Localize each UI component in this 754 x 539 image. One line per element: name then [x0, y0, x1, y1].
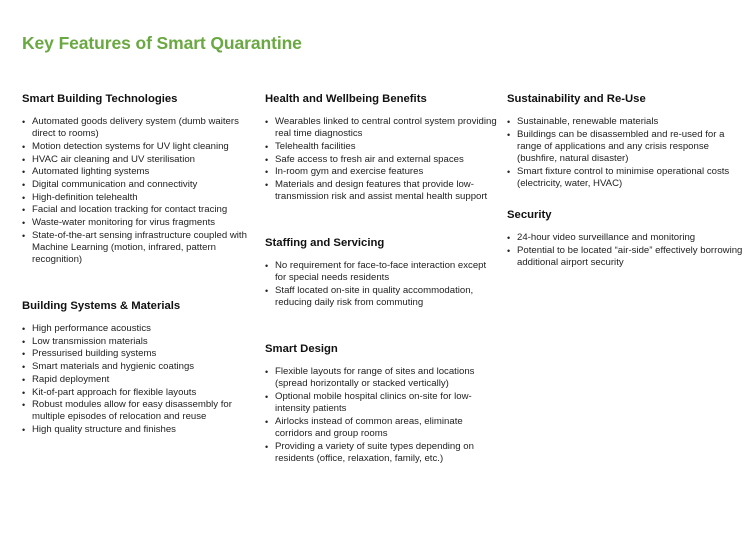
bullet-icon: •	[22, 180, 26, 191]
bullet-icon: •	[22, 425, 26, 436]
feature-list	[265, 260, 497, 309]
section-health-wellbeing	[265, 92, 497, 204]
bullet-icon: •	[22, 230, 26, 241]
list-item: • Telehealth facilities	[265, 140, 356, 152]
section-staffing-servicing	[265, 236, 497, 310]
section-heading: Health and Wellbeing Benefits	[265, 93, 427, 105]
bullet-icon: •	[507, 129, 511, 140]
list-item: • Rapid deployment	[22, 373, 110, 385]
bullet-icon: •	[265, 180, 269, 191]
list-item: • Materials and design features that provide low-transmission risk and assist mental health support	[265, 179, 488, 203]
bullet-icon: •	[507, 233, 511, 243]
list-item: • Wearables linked to central control system providing real time diagnostics	[265, 116, 497, 140]
list-item: • Motion detection systems for UV light cleaning	[22, 140, 229, 152]
list-item: • Staff located on-site in quality accommodation, reducing daily risk from commuting	[265, 284, 474, 309]
list-item: • Digital communication and connectivity	[22, 179, 198, 191]
bullet-icon: •	[22, 400, 26, 411]
list-item: • Automated goods delivery system (dumb waiters direct to rooms)	[22, 116, 239, 140]
feature-list	[265, 366, 497, 465]
bullet-icon: •	[22, 192, 26, 203]
list-item: • State-of-the-art sensing infrastructure coupled with Machine Learning (motion, infrared, pattern recognition)	[22, 229, 247, 266]
bullet-icon: •	[265, 261, 269, 271]
bullet-icon: •	[265, 367, 269, 377]
feature-list	[265, 116, 497, 203]
bullet-icon: •	[22, 154, 26, 165]
bullet-icon: •	[22, 362, 26, 373]
list-item: • High quality structure and finishes	[22, 424, 176, 436]
list-item: • Automated lighting systems	[22, 166, 150, 178]
section-security	[507, 208, 743, 270]
bullet-icon: •	[507, 166, 511, 177]
section-heading: Security	[507, 209, 552, 221]
bullet-icon: •	[265, 441, 269, 452]
list-item: • Robust modules allow for easy disassembly for multiple episodes of relocation and reuse	[22, 399, 232, 423]
list-item: • Smart materials and hygienic coatings	[22, 361, 195, 373]
feature-list	[507, 116, 743, 190]
bullet-icon: •	[22, 336, 26, 347]
list-item: • Kit-of-part approach for flexible layouts	[22, 386, 197, 398]
bullet-icon: •	[507, 117, 511, 127]
list-item: • Low transmission materials	[22, 335, 148, 347]
section-heading: Smart Building Technologies	[22, 93, 178, 105]
list-item: • Flexible layouts for range of sites and locations (spread horizontally or stacked vertically)	[265, 366, 475, 390]
bullet-icon: •	[22, 141, 26, 152]
section-smart-building-technologies	[22, 92, 254, 267]
bullet-icon: •	[22, 167, 26, 178]
bullet-icon: •	[22, 117, 26, 127]
feature-list	[22, 323, 254, 436]
list-item: • Safe access to fresh air and external spaces	[265, 153, 464, 165]
list-item: • Pressurised building systems	[22, 348, 157, 360]
bullet-icon: •	[265, 391, 269, 402]
bullet-icon: •	[265, 416, 269, 427]
bullet-icon: •	[22, 374, 26, 385]
bullet-icon: •	[265, 154, 269, 165]
list-item: • Facial and location tracking for contact tracing	[22, 204, 228, 216]
bullet-icon: •	[22, 387, 26, 398]
list-item: • Waste-water monitoring for virus fragments	[22, 217, 216, 229]
list-item: • Smart fixture control to minimise operational costs (electricity, water, HVAC)	[507, 165, 730, 190]
list-item: • High performance acoustics	[22, 323, 151, 334]
feature-list	[22, 116, 254, 266]
list-item: • Airlocks instead of common areas, eliminate corridors and group rooms	[265, 415, 463, 440]
list-item: • Potential to be located “air-side” effectively borrowing additional airport security	[507, 244, 743, 268]
bullet-icon: •	[265, 285, 269, 296]
bullet-icon: •	[265, 167, 269, 178]
bullet-icon: •	[22, 324, 26, 334]
feature-list	[507, 232, 743, 269]
list-item: • HVAC air cleaning and UV sterilisation	[22, 153, 195, 165]
bullet-icon: •	[507, 245, 511, 256]
list-item: • No requirement for face-to-face interaction except for special needs residents	[265, 260, 487, 284]
bullet-icon: •	[22, 349, 26, 360]
list-item: • Buildings can be disassembled and re-used for a range of applications and any crisis response (bushfire, natural disaster)	[507, 128, 725, 165]
section-building-systems-materials	[22, 299, 254, 437]
section-heading: Sustainability and Re-Use	[507, 93, 646, 105]
bullet-icon: •	[22, 218, 26, 229]
section-heading: Smart Design	[265, 343, 338, 355]
section-heading: Building Systems & Materials	[22, 300, 181, 312]
list-item: • Providing a variety of suite types depending on residents (office, relaxation, family, etc.)	[265, 440, 474, 464]
list-item: • 24-hour video surveillance and monitoring	[507, 232, 696, 243]
bullet-icon: •	[22, 205, 26, 216]
list-item: • Sustainable, renewable materials	[507, 116, 659, 127]
list-item: • Optional mobile hospital clinics on-site for low-intensity patients	[265, 390, 472, 415]
list-item: • High-definition telehealth	[22, 191, 138, 203]
section-heading: Staffing and Servicing	[265, 237, 385, 249]
bullet-icon: •	[265, 117, 269, 127]
section-smart-design	[265, 342, 497, 466]
list-item: • In-room gym and exercise features	[265, 166, 424, 178]
section-sustainability-reuse	[507, 92, 743, 191]
bullet-icon: •	[265, 141, 269, 152]
page-title: Key Features of Smart Quarantine	[22, 33, 302, 53]
